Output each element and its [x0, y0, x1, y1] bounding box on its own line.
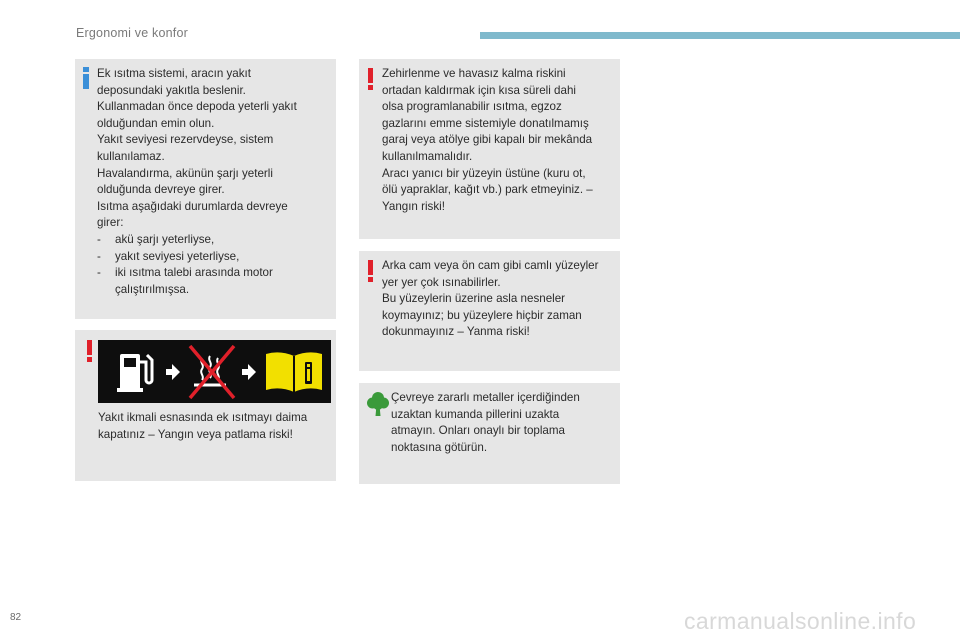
list-item: - akü şarjı yeterliyse, [97, 232, 331, 249]
environment-box [359, 383, 620, 484]
text-line: yer yer çok ısınabilirler. [382, 275, 501, 289]
header-accent-bar [480, 32, 960, 39]
text-line: deposundaki yakıtla beslenir. [97, 83, 246, 97]
fuel-pump-icon [117, 354, 152, 392]
text-line: Isıtma aşağıdaki durumlarda devreye [97, 199, 288, 213]
text-line: atmayın. Onları onaylı bir toplama [391, 424, 565, 438]
watermark: carmanualsonline.info [684, 608, 917, 634]
refuel-pictogram [98, 340, 331, 403]
text-line: Kullanmadan önce depoda yeterli yakıt [97, 100, 297, 114]
warning-icon [368, 260, 373, 282]
text-line: gazlarını emme sistemiyle donatılmamış [382, 116, 589, 130]
text-line: olduğunda devreye girer. [97, 183, 225, 197]
warning-icon [368, 68, 373, 90]
prohibited-cross-icon [190, 346, 234, 398]
text-line: Havalandırma, akünün şarjı yeterli [97, 166, 273, 180]
arrow-right-icon [166, 364, 180, 380]
text-line: Aracı yanıcı bir yüzeyin üstüne (kuru ot, [382, 166, 586, 180]
text-line: Arka cam veya ön cam gibi camlı yüzeyler [382, 259, 599, 272]
refuel-warning-box [75, 330, 336, 481]
text-line: olsa programlanabilir ısıtma, egzoz [382, 100, 562, 114]
text-line: Ek ısıtma sistemi, aracın yakıt [97, 67, 251, 80]
info-icon [83, 67, 89, 89]
warning-icon [87, 340, 92, 362]
text-line: ortadan kaldırmak için kısa süreli dahi [382, 83, 576, 97]
conditions-list [97, 232, 331, 298]
text-line: ölü yapraklar, kağıt vb.) park etmeyiniz. – [382, 183, 593, 197]
text-line: dokunmayınız – Yanma riski! [382, 325, 530, 339]
list-item: - yakıt seviyesi yeterliyse, [97, 249, 331, 266]
section-title: Ergonomi ve konfor [76, 26, 188, 40]
text-line: kullanılmamalıdır. [382, 149, 473, 163]
warning-text: Yakıt ikmali esnasında ek ısıtmayı daima kapatınız – Yangın veya patlama riski! [98, 411, 308, 441]
text-line: Bu yüzeylerin üzerine asla nesneler [382, 292, 566, 306]
text-line: koymayınız; bu yüzeylere hiçbir zaman [382, 308, 582, 322]
text-line: Yakıt seviyesi rezervdeyse, sistem [97, 133, 274, 147]
text-line: Yangın riski! [382, 199, 445, 213]
heating-info-box [75, 59, 336, 319]
text-line: garaj veya atölye gibi kapalı bir mekânda [382, 133, 593, 147]
text-line: Çevreye zararlı metaller içerdiğinden [391, 391, 580, 404]
poison-warning-box [359, 59, 620, 239]
text-line: noktasına götürün. [391, 440, 488, 454]
arrow-right-icon [242, 364, 256, 380]
text-line: olduğundan emin olun. [97, 116, 215, 130]
glass-warning-box [359, 251, 620, 371]
text-line: Zehirlenme ve havasız kalma riskini [382, 67, 566, 80]
text-line: uzaktan kumanda pillerini uzakta [391, 407, 560, 421]
text-line: kullanılamaz. [97, 149, 165, 163]
tree-icon [367, 391, 389, 417]
manual-book-icon [266, 352, 322, 392]
text-line: girer: [97, 216, 124, 230]
page-number: 82 [10, 612, 22, 623]
list-item: - iki ısıtma talebi arasında motor çalıştırılmışsa. [97, 265, 311, 298]
